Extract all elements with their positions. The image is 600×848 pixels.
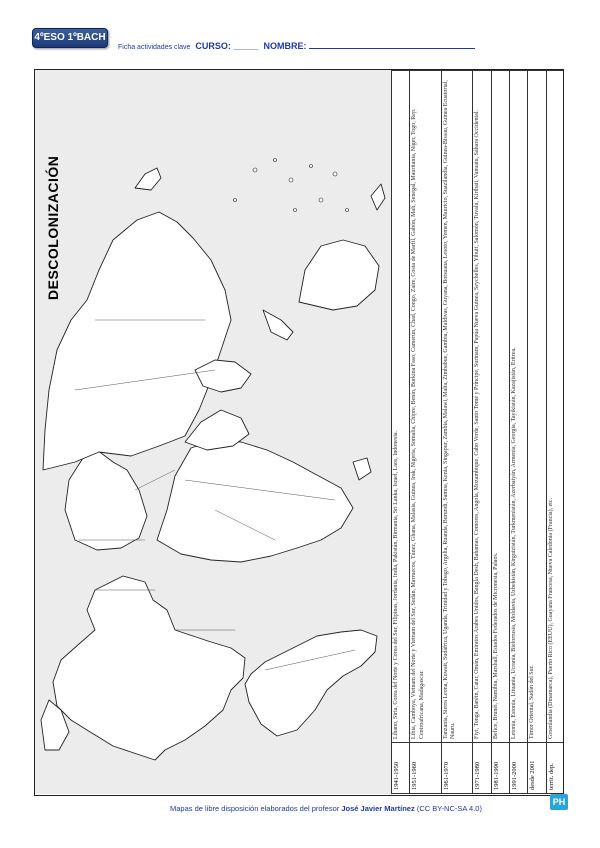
periods-table	[391, 70, 564, 794]
curso-label: CURSO:	[195, 41, 231, 51]
world-map-outline	[35, 70, 391, 794]
footer-credit	[170, 804, 482, 813]
nombre-label: NOMBRE:	[263, 41, 307, 51]
ficha-label: Ficha actividades clave	[118, 44, 191, 51]
countries-cell: Tanzania, Sierra Leona, Kuwait, Sudáfrica, Uganda, Trinidad y Tobago, Argelia, Ruanda, Burundi, Samoa, Kenia, Singapur, Zambia, Malawi, Malta, Zimbabue, Gambia, Maldivas, Guyana, Botsuana, Lesoto, Yemen, Mauricio, Suazilandia, Guinea-Bissau, Guinea Ecuatorial, Nauru.	[441, 71, 472, 743]
worksheet-frame	[34, 69, 564, 796]
africa-shape	[157, 440, 353, 562]
period-cell: 1991-2000	[509, 743, 527, 794]
new-zealand-shape	[371, 184, 385, 210]
period-cell: desde 2001	[528, 743, 546, 794]
period-cell: territ. dep.	[546, 743, 564, 794]
worksheet-header	[118, 40, 475, 51]
madagascar-shape	[353, 458, 371, 480]
decolonization-table	[391, 70, 564, 794]
table-row	[491, 71, 509, 794]
period-cell: 1941-1950	[392, 743, 410, 794]
countries-cell: Belice, Brunéi, Namibia, Marshall, Estados Federados de Micronesia, Palaos.	[491, 71, 509, 743]
course-badge: 4ºESO 1ºBACH	[32, 28, 108, 48]
period-cell: 1971-1980	[473, 743, 491, 794]
japan-shape	[135, 168, 161, 190]
countries-cell: Líbano, Siria, Corea del Norte y Corea del Sur, Filipinas, Jordania, India, Pakistán, Birmania, Sri Lanka, Israel, Laos, Indonesia.	[392, 71, 410, 743]
nombre-blank-line	[309, 40, 475, 49]
countries-cell: Letonia, Estonia, Lituania, Ucrania, Bielorrusia, Moldavia, Uzbekistán, Kirguizistán, Turkmenistán, Azerbaiyán, Armenia, Georgia, Tayikistán, Kazajistán, Eritrea.	[509, 71, 527, 743]
table-row	[546, 71, 564, 794]
curso-blank: _____	[233, 41, 259, 51]
period-cell: 1951-1960	[410, 743, 441, 794]
table-row	[528, 71, 546, 794]
europe-shape	[65, 450, 147, 550]
countries-cell: Timor Oriental, Sudán del Sur.	[528, 71, 546, 743]
world-map	[35, 70, 391, 794]
ph-logo: PH	[550, 794, 568, 810]
north-america-shape	[53, 576, 245, 760]
map-title: DESCOLONIZACIÓN	[45, 155, 61, 300]
south-america-shape	[245, 630, 377, 736]
countries-cell: Fiyi, Tonga, Baréin, Catar, Omán, Emiratos Árabes Unidos, Bangla Desh, Bahamas, Comores, Angola, Mozambique, Cabo Verde, Santo Tomé y Príncipe, Surinam, Papúa Nueva Guinea, Seychelles, Yibuti, Salomón, Tuvalu, Kiribati, Vanuatu, Sáhara Occidental.	[473, 71, 491, 743]
footer-author: José Javier Martínez	[341, 804, 415, 813]
countries-cell: Libia, Camboya, Vietnam del Norte y Vietnam del Sur, Sudán, Marruecos, Túnez, Ghana, Malasia, Guinea, Irak, Nigeria, Somalia, Chipre, Benín, Burkina Faso, Camerún, Chad, Congo, Zaire, Costa de Marfil, Gabón, Malí, Senegal, Mauritania, Níger, Togo, Rep. Centroafricana, Madagascar.	[410, 71, 441, 743]
australia-shape	[299, 240, 379, 310]
table-row	[509, 71, 527, 794]
table-row	[410, 71, 441, 794]
countries-cell: Groenlandia (Dinamarca), Puerto Rico (EEUU), Guayana Francesa, Nueva Caledonia (Francia), etc.	[546, 71, 564, 743]
indonesia-shape	[263, 310, 293, 340]
period-cell: 1961-1970	[441, 743, 472, 794]
table-row	[473, 71, 491, 794]
table-row	[441, 71, 472, 794]
table-row	[392, 71, 410, 794]
footer-prefix: Mapas de libre disposición elaborados del profesor	[170, 804, 342, 813]
period-cell: 1981-1990	[491, 743, 509, 794]
footer-license: (CC BY-NC-SA 4.0)	[414, 804, 482, 813]
